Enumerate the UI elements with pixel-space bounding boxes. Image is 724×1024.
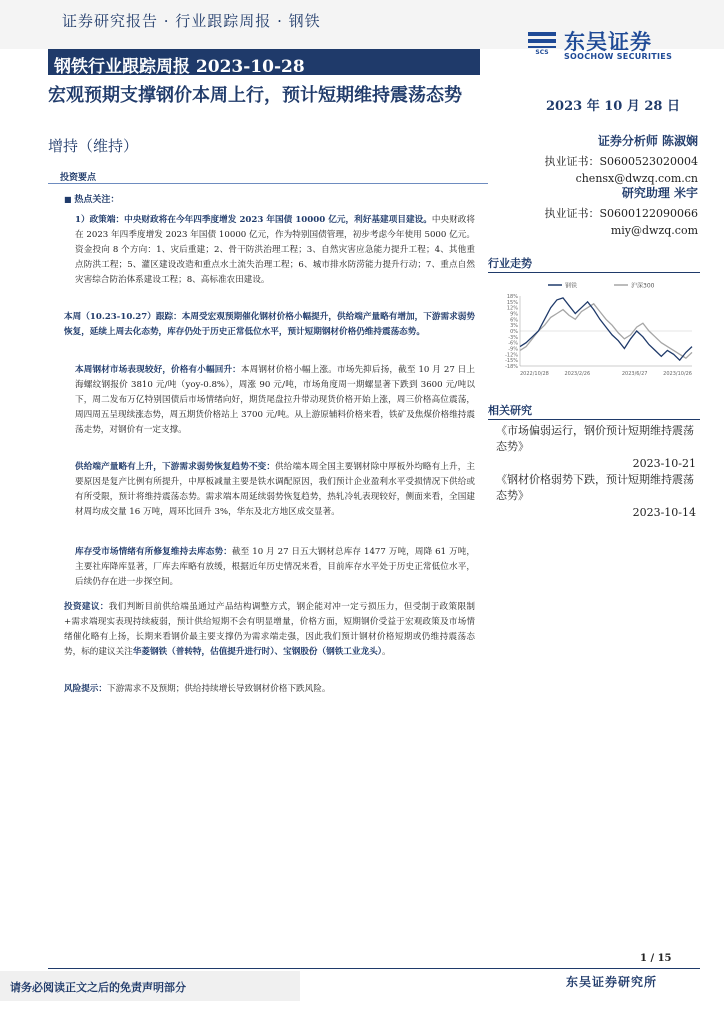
sidebar-divider	[488, 272, 700, 273]
analyst-block-1	[508, 132, 698, 185]
related-report-date: 2023-10-14	[632, 506, 696, 519]
logo-name-cn: 东吴证券	[564, 30, 652, 54]
x-tick-label: 2023/10/26	[663, 371, 692, 377]
analyst-cert: 执业证书：S0600122090066	[544, 207, 698, 220]
x-tick-label: 2023/2/26	[564, 371, 591, 377]
footer-divider	[48, 968, 700, 969]
report-series-title: 钢铁行业跟踪周报 2023-10-28	[54, 57, 305, 77]
related-report-title[interactable]: 《钢材价格弱势下跌，预计短期维持震荡态势》	[496, 473, 694, 502]
logo-name-en: SOOCHOW SECURITIES	[564, 52, 673, 61]
related-research-heading: 相关研究	[488, 404, 532, 417]
y-tick-label: -12%	[505, 352, 518, 359]
market-body: 本周钢材价格小幅上涨。市场先抑后扬，截至 10 月 27 日上海螺纹钢报价 3810 元/吨（yoy-0.8%），周涨 90 元/吨，市场角度周一期螺显著下跌到 3600 元/吨以下，周二发布万亿特别国债后市场情绪向好，期货尾盘拉升带动现货价格开始上涨，周三价格高位震荡，周四周五呈现续涨态势，周五期货价格站上 3700 元/吨。从上游原辅料价格来看，铁矿及焦煤价格维持震荡走势，对钢价有一定支撑。	[75, 365, 475, 435]
supply-paragraph	[75, 460, 475, 520]
market-paragraph	[75, 363, 475, 438]
investment-points-label: 投资要点	[60, 173, 97, 183]
rating: 增持（维持）	[48, 137, 139, 155]
footer-disclaimer[interactable]: 请务必阅读正文之后的免责声明部分	[10, 981, 186, 994]
y-tick-label: 9%	[510, 311, 518, 318]
inventory-body: 截至 10 月 27 日五大钢材总库存 1477 万吨，周降 61 万吨，主要社库降库显著，厂库去库略有放缓，根据近年历史情况来看，目前库存水平处于历史正常低位水平，后续仍存在进一步探空间。	[75, 547, 475, 587]
analyst-email[interactable]: chensx@dwzq.com.cn	[575, 172, 698, 185]
policy-paragraph	[75, 213, 475, 288]
weekly-body: 本周受宏观预期催化钢材价格小幅提升，供给端产量略有增加，下游需求弱势恢复，延续上周去化态势，库存仍处于历史正常低位水平，预计短期钢材价格仍维持震荡态势。	[64, 312, 475, 337]
industry-trend-chart	[488, 278, 700, 380]
footer-brand: 东吴证券研究所	[566, 975, 658, 989]
weekly-lead: 本周（10.23-10.27）跟踪：	[64, 312, 182, 322]
chart-svg	[488, 278, 700, 380]
y-tick-label: -3%	[508, 334, 518, 341]
risk-lead: 风险提示：	[64, 684, 107, 694]
risk-paragraph	[64, 682, 475, 697]
y-tick-label: 18%	[506, 294, 518, 300]
y-tick-label: 15%	[506, 299, 518, 306]
related-report-title[interactable]: 《市场偏弱运行，钢价预计短期维持震荡态势》	[496, 424, 694, 453]
analyst-role: 研究助理 米宇	[621, 186, 698, 200]
report-category: 证券研究报告 · 行业跟踪周报 · 钢铁	[62, 12, 321, 30]
inventory-lead: 库存受市场情绪有所修复维持去库态势：	[75, 547, 232, 557]
y-tick-label: 0%	[510, 329, 518, 335]
analyst-email[interactable]: miy@dwzq.com	[610, 224, 698, 237]
legend-label: 沪深300	[631, 282, 655, 290]
industry-trend-heading: 行业走势	[488, 257, 532, 270]
sidebar-divider	[488, 419, 700, 420]
related-report-date: 2023-10-21	[632, 457, 696, 470]
advice-paragraph	[64, 600, 475, 660]
advice-lead: 投资建议：	[64, 602, 109, 612]
y-tick-label: -15%	[505, 358, 518, 365]
y-tick-label: 12%	[506, 305, 518, 312]
market-lead: 本周钢材市场表现较好，价格有小幅回升：	[75, 365, 241, 375]
supply-body: 供给端本周全国主要钢材除中厚板外均略有上升，主要原因是复产比例有所提升，中厚板减量主要是铁水调配原因，我们预计企业盈利水平受损情况下供给或有所受限，预计将维持震荡态势。需求端本周延续弱势恢复趋势，热轧冷轧表现较好，侧面来看，全国建材周均成交量 16 万吨，周环比回升 3%，华东及北方地区成交显著。	[75, 462, 475, 517]
legend-label: 钢铁	[565, 282, 578, 290]
analyst-block-2	[508, 184, 698, 237]
logo-mark-text: SCS	[535, 49, 549, 54]
y-tick-label: 6%	[510, 317, 518, 324]
policy-body: 中央财政将在 2023 年四季度增发 2023 年国债 10000 亿元，作为特别国债管理，初步考虑今年使用 5000 亿元。资金投向 8 个方向：1、灾后重建；2、骨干防洪治理工程；3、自然灾害应急能力提升工程；4、其他重点防洪工程；5、灌区建设改造和重点水土流失治理工程；6、城市排水防涝能力提升行动；7、重点自然灾害综合防治体系建设工程；8、高标准农田建设。	[75, 215, 475, 285]
y-tick-label: -6%	[508, 340, 518, 347]
analyst-role: 证券分析师 陈淑娴	[597, 134, 698, 148]
y-tick-label: -9%	[508, 346, 518, 353]
analyst-cert: 执业证书：S0600523020004	[544, 155, 698, 168]
advice-stocks: 华菱钢铁（普转特，估值提升进行时）、宝钢股份（钢铁工业龙头）	[132, 647, 382, 657]
policy-lead: 1）政策端：中央财政将在今年四季度增发 2023 年国债 10000 亿元，利好基建项目建设。	[75, 215, 432, 225]
logo-mark-icon	[528, 28, 556, 54]
series-line	[520, 298, 692, 360]
advice-body: 我们判断目前供给端虽通过产品结构调整方式，钢企能对冲一定亏损压力，但受制于政策限制+需求端现实表现持续疲弱，预计供给短期不会有明显增量，价格方面，短期钢价受益于宏观政策及市场情绪催化略有上扬，长期来看钢价最主要支撑仍为需求端走强，因此我们预计钢材价格短期或仍维持震荡态势，标的建议关注	[64, 602, 475, 657]
section-divider	[48, 183, 488, 184]
y-tick-label: 3%	[510, 323, 518, 330]
risk-body: 下游需求不及预期；供给持续增长导致钢材价格下跌风险。	[106, 684, 331, 694]
advice-tail: 。	[381, 647, 391, 657]
supply-lead: 供给端产量略有上升，下游需求弱势恢复趋势不变：	[75, 462, 276, 472]
x-tick-label: 2023/6/27	[621, 371, 648, 377]
main-title: 宏观预期支撑钢价本周上行，预计短期维持震荡态势	[48, 85, 462, 106]
company-logo	[528, 26, 698, 64]
hot-topics-heading: ■ 热点关注：	[64, 192, 119, 205]
report-date: 2023 年 10 月 28 日	[546, 99, 680, 114]
inventory-paragraph	[75, 545, 475, 590]
y-tick-label: -18%	[505, 364, 518, 370]
page-number: 1 / 15	[640, 953, 672, 964]
x-tick-label: 2022/10/28	[520, 371, 549, 377]
weekly-paragraph	[64, 310, 475, 340]
